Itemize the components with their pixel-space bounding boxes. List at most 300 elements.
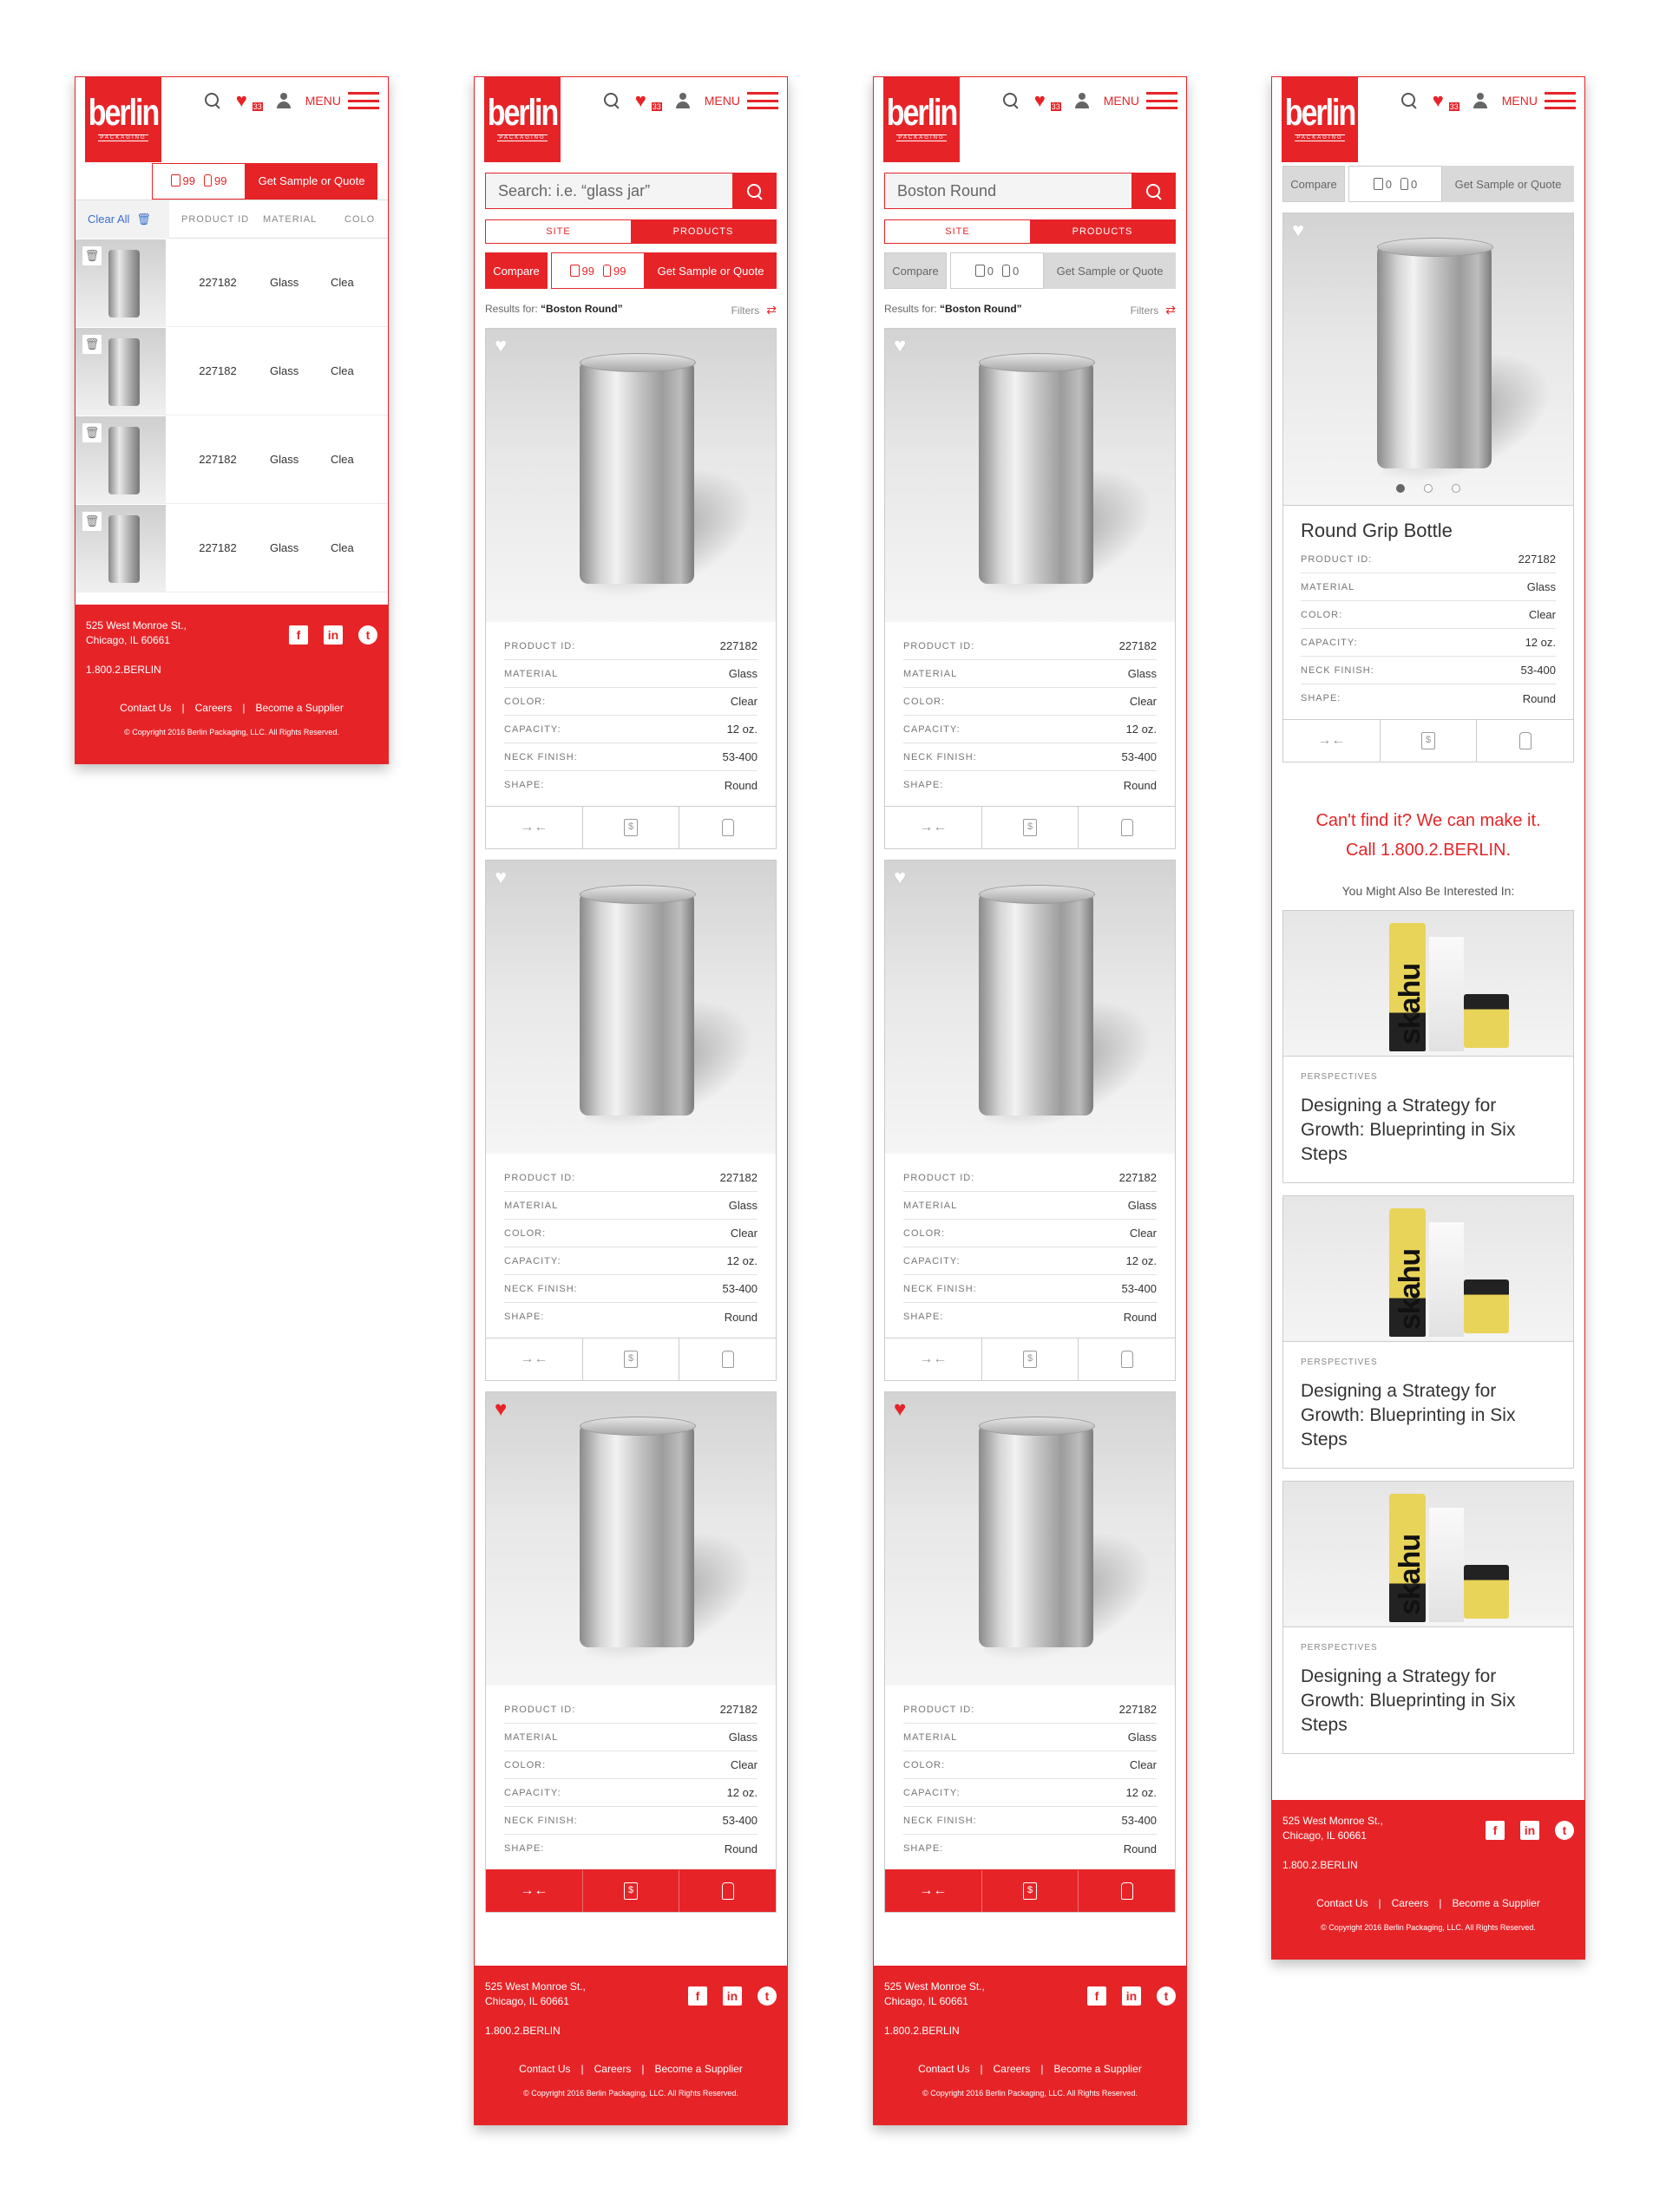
facebook-icon[interactable]: f xyxy=(1486,1821,1505,1840)
quote-document-icon[interactable]: $ xyxy=(583,807,680,848)
card-actions xyxy=(486,806,776,848)
spec-label: MATERIAL xyxy=(504,1731,559,1743)
footer-link-contact[interactable]: Contact Us xyxy=(120,702,172,714)
footer-link-careers[interactable]: Careers xyxy=(993,2063,1031,2075)
screen-search-results-query xyxy=(873,76,1187,2125)
spec-value: 12 oz. xyxy=(726,723,758,736)
spec-value: Glass xyxy=(1127,667,1157,680)
footer-phone[interactable]: 1.800.2.BERLIN xyxy=(884,2025,960,2037)
trash-icon[interactable]: 🗑 xyxy=(82,423,102,442)
sample-bottle-icon[interactable] xyxy=(679,1870,776,1912)
results-summary xyxy=(884,303,1176,317)
spec-label: COLOR: xyxy=(903,696,946,707)
search-scope-toggle xyxy=(485,219,777,244)
favorites-heart-icon[interactable]: ♥ 33 xyxy=(235,89,262,111)
compare-bar xyxy=(884,252,1176,289)
user-icon[interactable] xyxy=(675,92,691,109)
spec-label: COLOR: xyxy=(903,1759,946,1770)
spec-label: NECK FINISH: xyxy=(504,1283,578,1294)
product-card[interactable] xyxy=(884,1391,1176,1913)
address-line-2: Chicago, IL 60661 xyxy=(884,1995,968,2007)
favorite-heart-icon[interactable]: ♥ xyxy=(495,866,508,889)
menu-button[interactable] xyxy=(1502,92,1576,109)
spec-label: NECK FINISH: xyxy=(903,751,977,762)
footer-link-contact[interactable]: Contact Us xyxy=(519,2063,571,2075)
footer-copyright: © Copyright 2016 Berlin Packaging, LLC. All Rights Reserved. xyxy=(124,728,339,736)
user-icon[interactable] xyxy=(276,92,292,109)
spec-value: 53-400 xyxy=(1520,664,1556,677)
compare-arrows-icon[interactable]: →← xyxy=(486,1870,583,1912)
tab-site[interactable]: SITE xyxy=(486,220,631,243)
spec-label: PRODUCT ID: xyxy=(504,1172,576,1183)
spec-value: 227182 xyxy=(1118,639,1157,652)
results-prefix: Results for: xyxy=(884,303,937,315)
sample-counts[interactable] xyxy=(551,252,645,289)
tab-products[interactable]: PRODUCTS xyxy=(631,220,776,243)
linkedin-icon[interactable]: in xyxy=(1122,1986,1141,2006)
footer-phone[interactable]: 1.800.2.BERLIN xyxy=(86,664,161,676)
menu-button[interactable] xyxy=(305,92,379,109)
cell-material: Glass xyxy=(270,276,299,289)
footer-link-careers[interactable]: Careers xyxy=(1391,1897,1429,1909)
product-card[interactable] xyxy=(485,860,777,1381)
user-icon[interactable] xyxy=(1074,92,1090,109)
spec-label: NECK FINISH: xyxy=(903,1283,977,1294)
footer-copyright: © Copyright 2016 Berlin Packaging, LLC. All Rights Reserved. xyxy=(523,2089,738,2097)
twitter-icon[interactable]: t xyxy=(1555,1821,1574,1840)
berlin-logo[interactable] xyxy=(1282,77,1358,162)
sample-count: 0 xyxy=(1411,177,1418,191)
results-prefix: Results for: xyxy=(485,303,538,315)
get-sample-quote-button[interactable]: Get Sample or Quote xyxy=(246,163,377,200)
facebook-icon[interactable]: f xyxy=(688,1986,707,2006)
gallery-dot[interactable] xyxy=(1396,484,1405,493)
favorites-count: 33 xyxy=(253,102,262,111)
article-category: PERSPECTIVES xyxy=(1301,1358,1378,1367)
favorites-heart-icon[interactable]: ♥ 33 xyxy=(1033,89,1060,111)
menu-label: MENU xyxy=(1501,94,1538,108)
spec-label: SHAPE: xyxy=(903,1312,944,1322)
footer-copyright: © Copyright 2016 Berlin Packaging, LLC. All Rights Reserved. xyxy=(922,2089,1138,2097)
favorites-count: 33 xyxy=(1449,102,1459,111)
facebook-icon[interactable]: f xyxy=(289,625,308,645)
spec-label: PRODUCT ID: xyxy=(1301,553,1373,565)
sample-bottle-icon[interactable] xyxy=(1477,720,1573,762)
spec-value: 227182 xyxy=(719,639,758,652)
compare-arrows-icon[interactable]: →← xyxy=(486,1338,583,1380)
search-icon[interactable] xyxy=(1001,91,1020,110)
favorite-heart-icon[interactable]: ♥ xyxy=(495,334,508,357)
twitter-icon[interactable]: t xyxy=(358,625,377,645)
spec-label: NECK FINISH: xyxy=(504,751,578,762)
spec-value: Clear xyxy=(730,695,758,708)
spec-label: SHAPE: xyxy=(903,780,944,790)
hamburger-icon xyxy=(1545,92,1576,109)
footer-link-careers[interactable]: Careers xyxy=(594,2063,632,2075)
spec-value: Round xyxy=(724,1310,758,1324)
cell-color: Clea xyxy=(331,541,354,554)
favorite-heart-icon[interactable]: ♥ xyxy=(1292,219,1305,242)
linkedin-icon[interactable]: in xyxy=(324,625,343,645)
quote-document-icon[interactable]: $ xyxy=(583,1338,680,1380)
spec-label: MATERIAL xyxy=(903,668,958,679)
spec-value: Glass xyxy=(728,1199,758,1212)
table-row xyxy=(75,327,388,416)
article-image xyxy=(1283,1482,1573,1627)
spec-label: COLOR: xyxy=(504,1759,547,1770)
menu-label: MENU xyxy=(1103,94,1139,108)
sample-bottle-icon[interactable] xyxy=(1079,1870,1175,1912)
doc-count: 99 xyxy=(581,264,594,278)
spec-label: MATERIAL xyxy=(1301,581,1355,592)
callout-phone[interactable]: Call 1.800.2.BERLIN. xyxy=(1345,841,1512,860)
cell-product-id: 227182 xyxy=(199,364,237,377)
article-image xyxy=(1283,1196,1573,1342)
compare-arrows-icon[interactable]: →← xyxy=(486,807,583,848)
product-actions xyxy=(1283,719,1573,762)
product-image xyxy=(885,1392,1175,1685)
spec-value: Clear xyxy=(1129,1758,1157,1771)
spec-value: Clear xyxy=(1528,608,1556,621)
spec-value: 227182 xyxy=(1118,1171,1157,1184)
spec-value: Glass xyxy=(1127,1199,1157,1212)
document-icon xyxy=(1374,178,1383,190)
article-image xyxy=(1283,911,1573,1057)
logo-wordmark: berlin xyxy=(88,92,159,134)
sample-counts[interactable] xyxy=(950,252,1044,289)
spec-label: NECK FINISH: xyxy=(903,1815,977,1826)
menu-label: MENU xyxy=(704,94,740,108)
spec-value: 227182 xyxy=(1518,553,1556,566)
cell-color: Clea xyxy=(331,276,354,289)
spec-label: SHAPE: xyxy=(504,780,545,790)
compare-bar xyxy=(485,252,777,289)
article-title[interactable]: Designing a Strategy for Growth: Blueprinting in Six Steps xyxy=(1301,1096,1516,1164)
card-actions xyxy=(885,1869,1175,1912)
table-row xyxy=(75,239,388,327)
product-card[interactable] xyxy=(884,328,1176,849)
article-card[interactable] xyxy=(1282,1481,1574,1754)
linkedin-icon[interactable]: in xyxy=(723,1986,742,2006)
twitter-icon[interactable]: t xyxy=(758,1986,777,2006)
compare-button[interactable]: Compare xyxy=(884,252,947,289)
product-image xyxy=(486,861,776,1154)
product-image xyxy=(486,329,776,622)
screen-compare-list xyxy=(75,76,389,764)
product-brand-mark: skahu xyxy=(1394,1534,1427,1616)
spec-value: 53-400 xyxy=(722,1814,758,1827)
sample-counts[interactable] xyxy=(152,163,246,200)
spec-label: SHAPE: xyxy=(903,1843,944,1854)
spec-value: Glass xyxy=(1526,580,1556,593)
column-header-product-id: PRODUCT ID xyxy=(181,213,250,225)
card-actions xyxy=(486,1869,776,1912)
logo-wordmark: berlin xyxy=(487,92,558,134)
table-row xyxy=(75,504,388,592)
tab-site[interactable]: SITE xyxy=(885,220,1030,243)
berlin-logo[interactable] xyxy=(85,77,161,162)
spec-value: 53-400 xyxy=(1121,1282,1157,1295)
article-card[interactable] xyxy=(1282,1195,1574,1469)
footer-separator: | xyxy=(242,702,246,714)
menu-button[interactable] xyxy=(705,92,778,109)
site-header xyxy=(75,77,388,162)
column-header-material: MATERIAL xyxy=(263,213,318,225)
product-details xyxy=(1282,506,1574,762)
spec-value: Glass xyxy=(728,1731,758,1744)
address-line-1: 525 West Monroe St., xyxy=(485,1980,586,1993)
spec-value: 12 oz. xyxy=(1525,636,1556,649)
document-icon xyxy=(171,174,180,187)
favorite-heart-icon[interactable]: ♥ xyxy=(894,1397,907,1421)
product-card[interactable] xyxy=(485,328,777,849)
gallery-dot[interactable] xyxy=(1424,484,1433,493)
footer-copyright: © Copyright 2016 Berlin Packaging, LLC. All Rights Reserved. xyxy=(1321,1923,1536,1932)
product-image xyxy=(486,1392,776,1685)
product-brand-mark: skahu xyxy=(1394,963,1427,1045)
doc-count: 0 xyxy=(1385,177,1392,191)
filter-sliders-icon: ⇄ xyxy=(766,303,777,317)
facebook-icon[interactable]: f xyxy=(1087,1986,1106,2006)
spec-value: 53-400 xyxy=(722,750,758,763)
user-icon[interactable] xyxy=(1473,92,1488,109)
filters-label: Filters xyxy=(731,304,760,317)
doc-count: 0 xyxy=(987,264,994,278)
filters-label: Filters xyxy=(1130,304,1159,317)
spec-label: CAPACITY: xyxy=(504,723,561,735)
compare-bar xyxy=(1282,166,1574,202)
spec-value: 12 oz. xyxy=(1125,1254,1157,1267)
results-query: “Boston Round” xyxy=(940,303,1022,315)
compare-button[interactable]: Compare xyxy=(1282,166,1345,202)
spec-label: COLOR: xyxy=(1301,609,1343,620)
clear-all-button[interactable] xyxy=(75,200,169,239)
site-header xyxy=(1272,77,1584,162)
trash-icon[interactable]: 🗑 xyxy=(82,246,102,265)
spec-label: SHAPE: xyxy=(1301,693,1341,704)
hamburger-icon xyxy=(747,92,778,109)
footer-link-supplier[interactable]: Become a Supplier xyxy=(1053,2063,1142,2075)
site-footer xyxy=(874,1966,1186,2124)
search-icon[interactable] xyxy=(203,91,222,110)
search-icon[interactable] xyxy=(602,91,621,110)
product-image xyxy=(885,329,1175,622)
spec-value: 53-400 xyxy=(722,1282,758,1295)
spec-label: CAPACITY: xyxy=(1301,637,1358,648)
spec-value: 227182 xyxy=(719,1171,758,1184)
search-bar xyxy=(485,173,777,209)
card-actions xyxy=(885,1338,1175,1380)
footer-separator: | xyxy=(580,2063,584,2075)
favorite-heart-icon[interactable]: ♥ xyxy=(894,866,907,889)
spec-label: MATERIAL xyxy=(903,1200,958,1211)
sample-bottle-icon[interactable] xyxy=(1079,1338,1175,1380)
quote-document-icon[interactable]: $ xyxy=(982,1338,1079,1380)
trash-icon[interactable]: 🗑 xyxy=(82,512,102,531)
footer-link-careers[interactable]: Careers xyxy=(194,702,233,714)
berlin-logo[interactable] xyxy=(484,77,561,162)
article-category: PERSPECTIVES xyxy=(1301,1643,1378,1652)
compare-arrows-icon[interactable]: →← xyxy=(885,1870,982,1912)
search-scope-toggle xyxy=(884,219,1176,244)
footer-link-supplier[interactable]: Become a Supplier xyxy=(255,702,344,714)
sample-counts[interactable] xyxy=(1348,166,1442,202)
quote-document-icon[interactable]: $ xyxy=(583,1870,680,1912)
product-card[interactable] xyxy=(485,1391,777,1913)
filters-button[interactable] xyxy=(1131,303,1176,317)
compare-arrows-icon[interactable]: →← xyxy=(885,807,982,848)
footer-phone[interactable]: 1.800.2.BERLIN xyxy=(1282,1859,1358,1871)
spec-value: Clear xyxy=(730,1758,758,1771)
favorites-count: 33 xyxy=(652,102,661,111)
linkedin-icon[interactable]: in xyxy=(1520,1821,1539,1840)
logo-wordmark: berlin xyxy=(886,92,957,134)
sample-count: 99 xyxy=(613,264,626,278)
compare-arrows-icon[interactable]: →← xyxy=(1283,720,1381,762)
search-input[interactable]: Boston Round xyxy=(885,173,1131,208)
cell-material: Glass xyxy=(270,364,299,377)
compare-actions xyxy=(75,162,388,200)
compare-button[interactable]: Compare xyxy=(485,252,548,289)
product-title: Round Grip Bottle xyxy=(1301,520,1453,541)
product-thumbnail xyxy=(75,328,166,415)
spec-label: CAPACITY: xyxy=(504,1787,561,1798)
footer-separator: | xyxy=(181,702,185,714)
spec-value: Glass xyxy=(728,667,758,680)
favorite-heart-icon[interactable]: ♥ xyxy=(495,1397,508,1421)
spec-value: Clear xyxy=(1129,1227,1157,1240)
bottle-icon xyxy=(1400,178,1408,190)
spec-value: 227182 xyxy=(719,1703,758,1716)
footer-separator: | xyxy=(980,2063,983,2075)
footer-separator: | xyxy=(1439,1897,1442,1909)
document-icon xyxy=(975,265,985,277)
twitter-icon[interactable]: t xyxy=(1157,1986,1176,2006)
spec-label: MATERIAL xyxy=(903,1731,958,1743)
cell-product-id: 227182 xyxy=(199,453,237,466)
spec-label: MATERIAL xyxy=(504,668,559,679)
spec-value: Round xyxy=(1123,778,1157,792)
address-line-1: 525 West Monroe St., xyxy=(1282,1815,1383,1827)
spec-label: PRODUCT ID: xyxy=(903,640,975,651)
quote-document-icon[interactable]: $ xyxy=(1381,720,1478,762)
footer-separator: | xyxy=(1378,1897,1381,1909)
compare-table-header xyxy=(75,200,388,239)
article-title[interactable]: Designing a Strategy for Growth: Blueprinting in Six Steps xyxy=(1301,1666,1516,1735)
bottle-icon xyxy=(603,265,611,277)
footer-address xyxy=(884,1980,1023,2009)
spec-label: CAPACITY: xyxy=(903,1255,961,1266)
footer-phone[interactable]: 1.800.2.BERLIN xyxy=(485,2025,561,2037)
article-category: PERSPECTIVES xyxy=(1301,1072,1378,1082)
spec-value: Round xyxy=(1123,1310,1157,1324)
custom-callout xyxy=(1272,806,1584,865)
article-card[interactable] xyxy=(1282,910,1574,1183)
clear-all-label: Clear All xyxy=(88,213,130,226)
get-sample-quote-button[interactable]: Get Sample or Quote xyxy=(645,252,777,289)
footer-link-supplier[interactable]: Become a Supplier xyxy=(1452,1897,1540,1909)
product-card[interactable] xyxy=(884,860,1176,1381)
filters-button[interactable] xyxy=(731,303,777,317)
footer-separator: | xyxy=(641,2063,645,2075)
site-header xyxy=(874,77,1186,162)
bottle-icon xyxy=(1002,265,1010,277)
spec-value: Round xyxy=(724,1842,758,1855)
spec-label: PRODUCT ID: xyxy=(504,640,576,651)
address-line-1: 525 West Monroe St., xyxy=(86,619,187,632)
product-brand-mark: skahu xyxy=(1394,1248,1427,1331)
favorites-heart-icon[interactable]: ♥ 33 xyxy=(634,89,661,111)
sample-bottle-icon[interactable] xyxy=(679,1338,776,1380)
address-line-1: 525 West Monroe St., xyxy=(884,1980,985,1993)
search-bar xyxy=(884,173,1176,209)
results-summary xyxy=(485,303,777,317)
get-sample-quote-button[interactable]: Get Sample or Quote xyxy=(1442,166,1574,202)
search-submit-button[interactable] xyxy=(732,173,776,208)
product-image xyxy=(885,861,1175,1154)
column-header-color: COLO xyxy=(344,213,376,225)
screen-product-detail xyxy=(1271,76,1585,1960)
trash-icon[interactable]: 🗑 xyxy=(82,335,102,354)
logo-wordmark: berlin xyxy=(1284,92,1355,134)
footer-link-supplier[interactable]: Become a Supplier xyxy=(654,2063,743,2075)
spec-value: 12 oz. xyxy=(1125,723,1157,736)
quote-document-icon[interactable]: $ xyxy=(982,807,1079,848)
sample-bottle-icon[interactable] xyxy=(679,807,776,848)
callout-line-1: Can't find it? We can make it. xyxy=(1315,811,1541,830)
favorite-heart-icon[interactable]: ♥ xyxy=(894,334,907,357)
gallery-dot[interactable] xyxy=(1452,484,1460,493)
footer-address xyxy=(1282,1814,1421,1843)
footer-link-contact[interactable]: Contact Us xyxy=(1316,1897,1368,1909)
menu-button[interactable] xyxy=(1104,92,1177,109)
spec-label: SHAPE: xyxy=(504,1312,545,1322)
results-query: “Boston Round” xyxy=(541,303,623,315)
sample-bottle-icon[interactable] xyxy=(1079,807,1175,848)
spec-label: MATERIAL xyxy=(504,1200,559,1211)
compare-arrows-icon[interactable]: →← xyxy=(885,1338,982,1380)
spec-value: Round xyxy=(724,778,758,792)
document-icon xyxy=(570,265,580,277)
product-gallery[interactable] xyxy=(1282,213,1574,506)
address-line-2: Chicago, IL 60661 xyxy=(86,634,170,646)
spec-label: CAPACITY: xyxy=(903,1787,961,1798)
footer-address xyxy=(86,618,225,648)
footer-address xyxy=(485,1980,624,2009)
site-header xyxy=(475,77,787,162)
spec-label: COLOR: xyxy=(903,1227,946,1239)
logo-subtitle: PACKAGING xyxy=(898,135,945,141)
get-sample-quote-button[interactable]: Get Sample or Quote xyxy=(1044,252,1176,289)
search-submit-button[interactable] xyxy=(1131,173,1175,208)
tab-products[interactable]: PRODUCTS xyxy=(1030,220,1175,243)
search-input[interactable]: Search: i.e. “glass jar” xyxy=(486,173,732,208)
berlin-logo[interactable] xyxy=(883,77,960,162)
quote-document-icon[interactable]: $ xyxy=(982,1870,1079,1912)
favorites-count: 33 xyxy=(1051,102,1060,111)
product-thumbnail xyxy=(75,416,166,503)
bottle-icon xyxy=(204,174,212,187)
spec-value: 53-400 xyxy=(1121,750,1157,763)
product-thumbnail xyxy=(75,239,166,326)
spec-label: CAPACITY: xyxy=(504,1255,561,1266)
search-icon[interactable] xyxy=(1400,91,1419,110)
site-footer xyxy=(75,605,388,763)
footer-link-contact[interactable]: Contact Us xyxy=(918,2063,970,2075)
article-title[interactable]: Designing a Strategy for Growth: Blueprinting in Six Steps xyxy=(1301,1381,1516,1450)
favorites-heart-icon[interactable]: ♥ 33 xyxy=(1432,89,1459,111)
sample-count: 0 xyxy=(1013,264,1020,278)
